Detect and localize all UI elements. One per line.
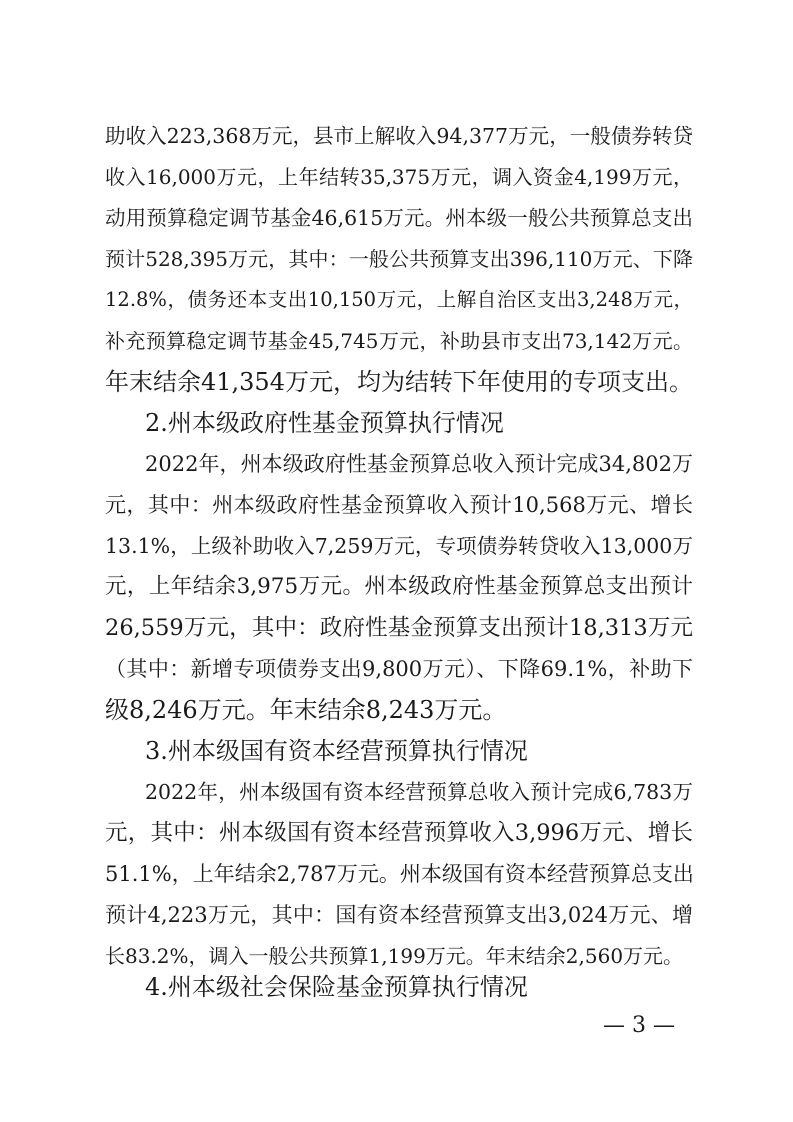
text-line: 13.1%，上级补助收入7,259万元，专项债券转贷收入13,000万 (105, 534, 693, 558)
text-line: 级8,246万元。年末结余8,243万元。 (105, 696, 507, 724)
text-line: 元，上年结余3,975万元。州本级政府性基金预算总支出预计 (105, 574, 693, 599)
text-line: （其中：新增专项债券支出9,800万元）、下降69.1%，补助下 (105, 657, 693, 681)
text-line: 26,559万元，其中：政府性基金预算支出预计18,313万元 (105, 615, 693, 641)
text-line: 补充预算稳定调节基金45,745万元，补助县市支出73,142万元。 (105, 329, 693, 353)
page-number: — 3 — (603, 1013, 675, 1038)
text-line: 2022年，州本级政府性基金预算总收入预计完成34,802万 (145, 452, 693, 476)
section-heading: 4.州本级社会保险基金预算执行情况 (145, 973, 528, 1001)
text-line: 元，其中：州本级国有资本经营预算收入3,996万元、增长 (105, 820, 693, 846)
text-line: 动用预算稳定调节基金46,615万元。州本级一般公共预算总支出 (105, 206, 693, 230)
text-line: 预计4,223万元，其中：国有资本经营预算支出3,024万元、增 (105, 903, 693, 927)
text-line: 2022年，州本级国有资本经营预算总收入预计完成6,783万 (145, 780, 693, 804)
text-line: 12.8%，债务还本支出10,150万元，上解自治区支出3,248万元， (105, 288, 693, 311)
text-line: 51.1%，上年结余2,787万元。州本级国有资本经营预算总支出 (105, 862, 694, 886)
text-line: 预计528,395万元，其中：一般公共预算支出396,110万元、下降 (105, 247, 693, 271)
text-line: 助收入223,368万元，县市上解收入94,377万元，一般债券转贷 (105, 124, 693, 148)
text-line: 年末结余41,354万元，均为结转下年使用的专项支出。 (105, 368, 693, 396)
section-heading: 3.州本级国有资本经营预算执行情况 (145, 737, 528, 765)
section-heading: 2.州本级政府性基金预算执行情况 (145, 409, 504, 437)
text-line: 元，其中：州本级政府性基金预算收入预计10,568万元、增长 (105, 493, 693, 517)
text-line: 收入16,000万元，上年结转35,375万元，调入资金4,199万元， (105, 165, 693, 189)
text-line: 长83.2%，调入一般公共预算1,199万元。年末结余2,560万元。 (105, 944, 684, 968)
